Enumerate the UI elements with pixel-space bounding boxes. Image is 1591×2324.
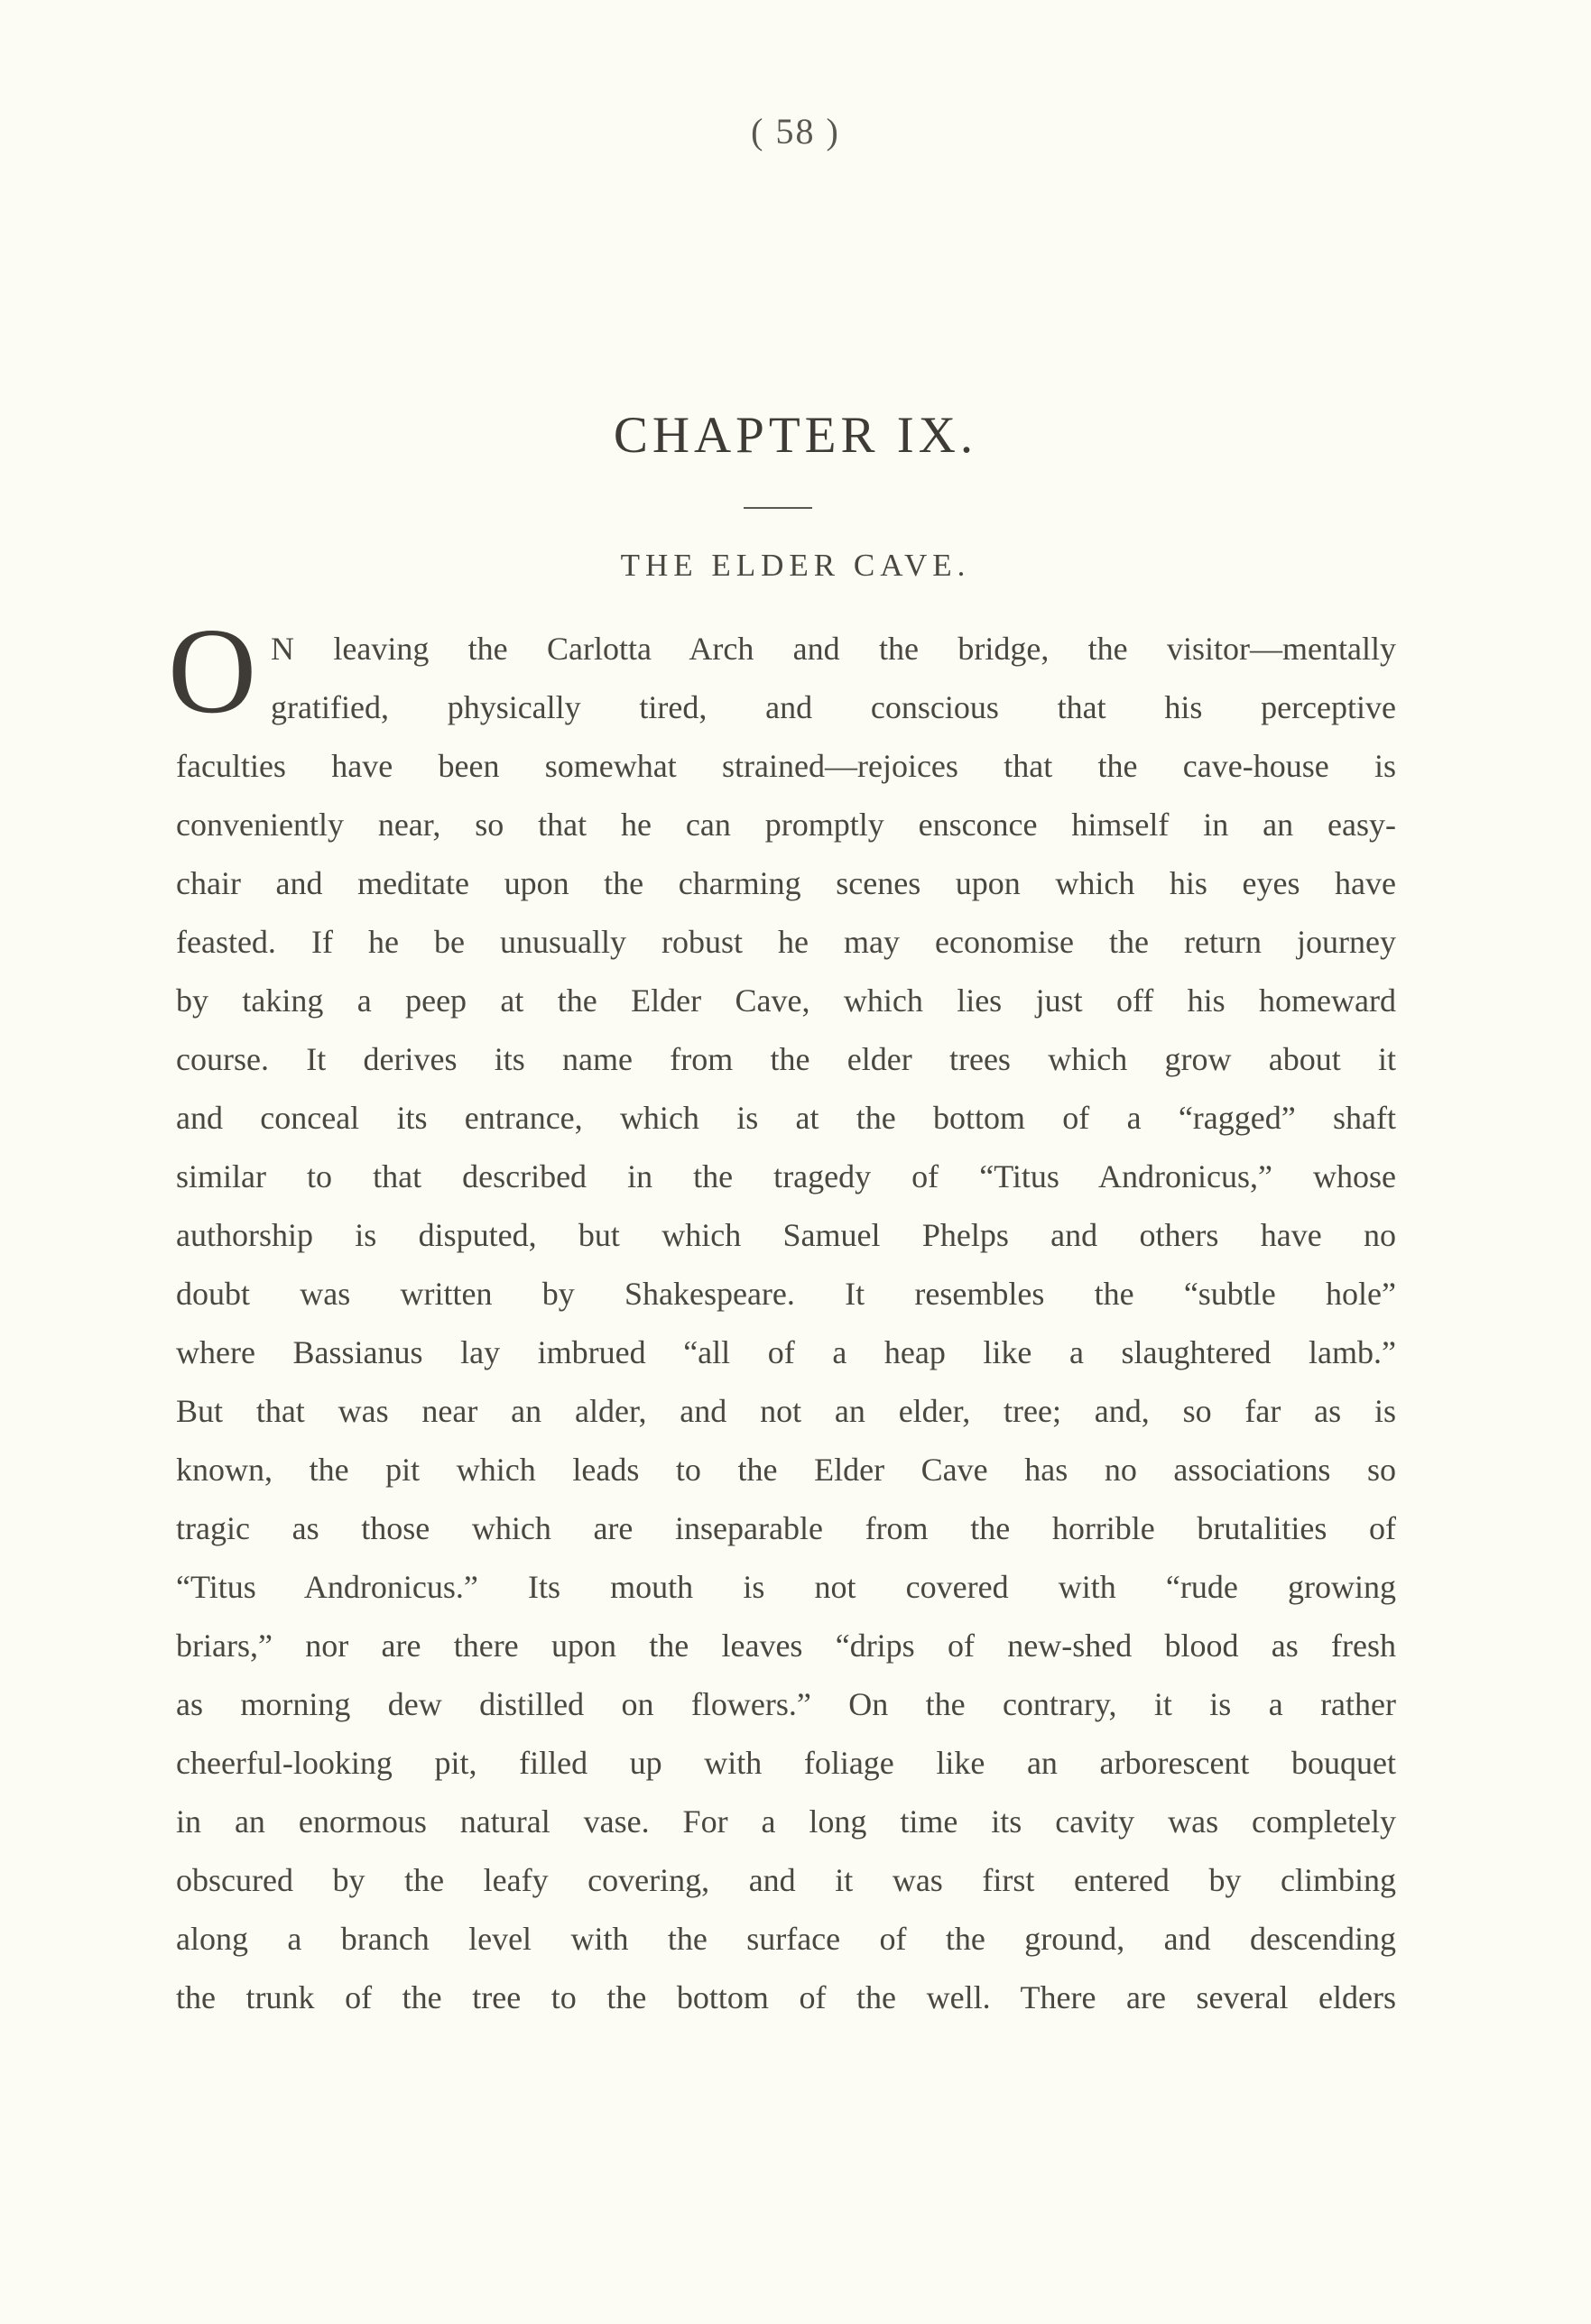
text-line: gratified, physically tired, and conscious that his perceptive (271, 689, 1396, 725)
text-line: “Titus Andronicus.” Its mouth is not covered with “rude growing (176, 1569, 1396, 1605)
text-line: chair and meditate upon the charming scenes upon which his eyes have (176, 865, 1396, 901)
text-line: But that was near an alder, and not an elder, tree; and, so far as is (176, 1393, 1396, 1429)
text-line: along a branch level with the surface of the ground, and descending (176, 1921, 1396, 1957)
text-line: conveniently near, so that he can promptly ensconce himself in an easy- (176, 807, 1396, 843)
chapter-title: THE ELDER CAVE. (620, 548, 971, 583)
text-line: in an enormous natural vase. For a long time its cavity was completely (176, 1803, 1396, 1840)
drop-cap: O (168, 604, 257, 739)
page-number: ( 58 ) (751, 111, 840, 152)
text-line: feasted. If he be unusually robust he may economise the return journey (176, 924, 1396, 960)
text-line: course. It derives its name from the elder trees which grow about it (176, 1041, 1396, 1077)
text-line: known, the pit which leads to the Elder Cave has no associations so (176, 1452, 1396, 1488)
text-line: cheerful-looking pit, filled up with foliage like an arborescent bouquet (176, 1745, 1396, 1781)
heading-rule (744, 507, 812, 509)
text-line: obscured by the leafy covering, and it was first entered by climbing (176, 1862, 1396, 1898)
text-line: faculties have been somewhat strained—rejoices that the cave-house is (176, 748, 1396, 784)
text-line: doubt was written by Shakespeare. It resembles the “subtle hole” (176, 1276, 1396, 1312)
text-line: by taking a peep at the Elder Cave, which lies just off his homeward (176, 982, 1396, 1019)
text-line: N leaving the Carlotta Arch and the bridge, the visitor—mentally (271, 631, 1396, 667)
text-line: where Bassianus lay imbrued “all of a heap like a slaughtered lamb.” (176, 1334, 1396, 1370)
text-line: tragic as those which are inseparable from the horrible brutalities of (176, 1510, 1396, 1546)
text-line: the trunk of the tree to the bottom of the well. There are several elders (176, 1979, 1396, 2015)
text-line: authorship is disputed, but which Samuel Phelps and others have no (176, 1217, 1396, 1253)
text-line: as morning dew distilled on flowers.” On the contrary, it is a rather (176, 1686, 1396, 1722)
text-line: briars,” nor are there upon the leaves “drips of new-shed blood as fresh (176, 1628, 1396, 1664)
text-line: similar to that described in the tragedy of “Titus Andronicus,” whose (176, 1158, 1396, 1194)
chapter-heading: CHAPTER IX. (613, 407, 978, 464)
text-line: and conceal its entrance, which is at the bottom of a “ragged” shaft (176, 1100, 1396, 1136)
